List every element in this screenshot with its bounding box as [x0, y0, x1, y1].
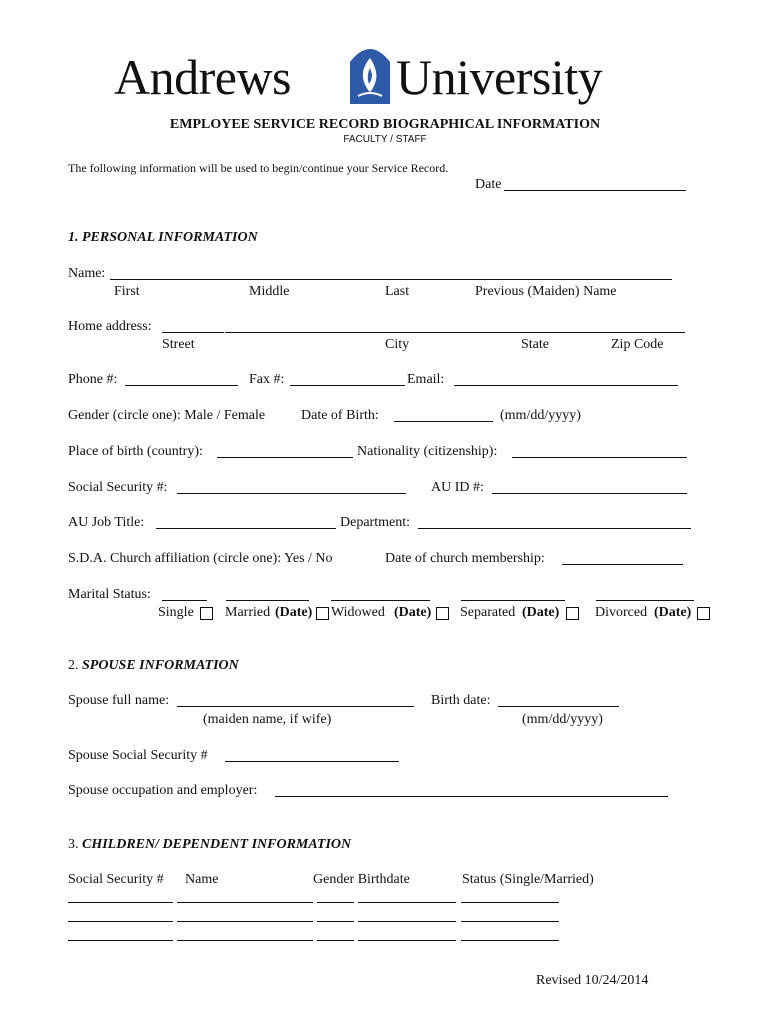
widowed-option-label: Widowed [331, 605, 385, 620]
marital-label: Marital Status: [68, 587, 151, 602]
separated-date-field[interactable] [461, 600, 565, 601]
city-caption: City [385, 337, 410, 352]
pob-label: Place of birth (country): [68, 444, 203, 459]
spouse-name-label: Spouse full name: [68, 693, 170, 708]
section-personal-heading: 1. PERSONAL INFORMATION [68, 230, 258, 245]
children-col-name: Name [185, 872, 219, 887]
child-name-field[interactable] [177, 921, 313, 922]
name-middle-caption: Middle [249, 284, 290, 299]
email-label: Email: [407, 372, 445, 387]
separated-option-label: Separated [460, 605, 516, 620]
department-field[interactable] [418, 528, 691, 529]
married-date-field[interactable] [226, 600, 309, 601]
street-caption: Street [162, 337, 195, 352]
spouse-name-field[interactable] [177, 706, 414, 707]
single-checkbox[interactable] [200, 607, 213, 620]
name-first-caption: First [114, 284, 140, 299]
dob-field[interactable] [394, 421, 493, 422]
section-children-heading [68, 838, 351, 852]
single-date-field[interactable] [162, 600, 207, 601]
child-ssn-field[interactable] [68, 921, 173, 922]
name-field[interactable] [110, 279, 672, 280]
flame-shield-icon [348, 40, 392, 104]
spouse-ssn-label: Spouse Social Security # [68, 748, 208, 763]
widowed-checkbox[interactable] [436, 607, 449, 620]
separated-checkbox[interactable] [566, 607, 579, 620]
date-label: Date [475, 177, 502, 192]
spouse-name-hint: (maiden name, if wife) [203, 712, 332, 727]
married-checkbox[interactable] [316, 607, 329, 620]
job-title-field[interactable] [156, 528, 336, 529]
revised-date: Revised 10/24/2014 [536, 973, 649, 988]
membership-field[interactable] [562, 564, 683, 565]
job-title-label: AU Job Title: [68, 515, 145, 530]
divorced-date-field[interactable] [596, 600, 694, 601]
logo-wordmark-left: Andrews [114, 49, 292, 105]
child-status-field[interactable] [461, 921, 559, 922]
spouse-occupation-label: Spouse occupation and employer: [68, 783, 258, 798]
child-birthdate-field[interactable] [358, 902, 456, 903]
name-last-caption: Last [385, 284, 410, 299]
child-status-field[interactable] [461, 902, 559, 903]
membership-label: Date of church membership: [385, 551, 545, 566]
ssn-field[interactable] [177, 493, 406, 494]
child-name-field[interactable] [177, 902, 313, 903]
page-title: EMPLOYEE SERVICE RECORD BIOGRAPHICAL INFORMATION [169, 117, 601, 132]
auid-label: AU ID #: [431, 480, 484, 495]
dob-format-hint: (mm/dd/yyyy) [500, 408, 581, 423]
children-col-status: Status (Single/Married) [462, 872, 594, 887]
spouse-birth-field[interactable] [498, 706, 619, 707]
fax-field[interactable] [290, 385, 405, 386]
phone-field[interactable] [125, 385, 238, 386]
home-address-label: Home address: [68, 319, 152, 334]
nationality-field[interactable] [512, 457, 687, 458]
date-field[interactable] [504, 190, 686, 191]
section-children-number: 3. [68, 837, 79, 852]
logo-wordmark-right: University [396, 49, 603, 105]
section-spouse-number: 2. [68, 658, 79, 673]
widowed-date-field[interactable] [331, 600, 430, 601]
child-gender-field[interactable] [317, 902, 354, 903]
home-address-field-a[interactable] [162, 332, 224, 333]
name-previous-caption: Previous (Maiden) Name [475, 284, 617, 299]
spouse-birth-hint: (mm/dd/yyyy) [522, 712, 603, 727]
divorced-date-caption: (Date) [654, 605, 692, 620]
married-date-caption: (Date) [275, 605, 313, 620]
child-name-field[interactable] [177, 940, 313, 941]
married-option-label: Married [225, 605, 271, 620]
pob-field[interactable] [217, 457, 353, 458]
section-spouse-title: SPOUSE INFORMATION [82, 658, 239, 673]
divorced-option-label: Divorced [595, 605, 648, 620]
child-ssn-field[interactable] [68, 940, 173, 941]
name-label: Name: [68, 266, 106, 281]
child-gender-field[interactable] [317, 940, 354, 941]
children-col-gender-birthdate: Gender Birthdate [313, 872, 410, 887]
section-spouse-heading [68, 659, 239, 673]
spouse-birth-label: Birth date: [431, 693, 491, 708]
divorced-checkbox[interactable] [697, 607, 710, 620]
separated-date-caption: (Date) [522, 605, 560, 620]
zip-caption: Zip Code [611, 337, 664, 352]
spouse-ssn-field[interactable] [225, 761, 399, 762]
state-caption: State [521, 337, 549, 352]
auid-field[interactable] [492, 493, 687, 494]
children-col-ssn: Social Security # [68, 872, 164, 887]
department-label: Department: [340, 515, 410, 530]
child-ssn-field[interactable] [68, 902, 173, 903]
intro-text: The following information will be used to begin/continue your Service Record. [68, 161, 449, 175]
nationality-label: Nationality (citizenship): [357, 444, 498, 459]
ssn-label: Social Security #: [68, 480, 168, 495]
email-field[interactable] [454, 385, 678, 386]
section-children-title: CHILDREN/ DEPENDENT INFORMATION [82, 837, 352, 852]
child-birthdate-field[interactable] [358, 940, 456, 941]
sda-label[interactable]: S.D.A. Church affiliation (circle one): Yes / No [68, 551, 333, 566]
gender-label[interactable]: Gender (circle one): Male / Female [68, 408, 266, 423]
child-birthdate-field[interactable] [358, 921, 456, 922]
dob-label: Date of Birth: [301, 408, 379, 423]
phone-label: Phone #: [68, 372, 118, 387]
single-option-label: Single [158, 605, 194, 620]
fax-label: Fax #: [249, 372, 285, 387]
spouse-occupation-field[interactable] [275, 796, 668, 797]
page-subtitle: FACULTY / STAFF [343, 134, 427, 145]
child-status-field[interactable] [461, 940, 559, 941]
home-address-field-b[interactable] [225, 332, 685, 333]
child-gender-field[interactable] [317, 921, 354, 922]
widowed-date-caption: (Date) [394, 605, 432, 620]
